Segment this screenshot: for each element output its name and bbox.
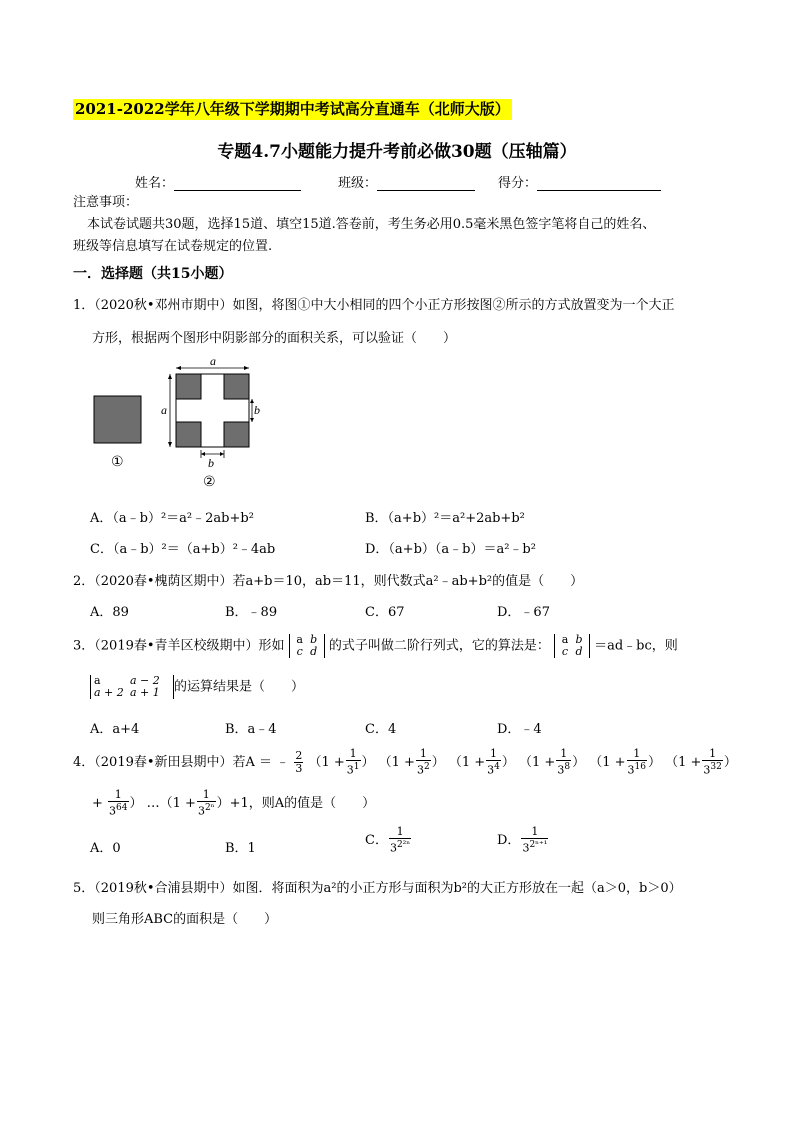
- q3-det-template: [289, 634, 325, 658]
- q4-prefix: 4．（2019春•新田县期中）若A ＝ ﹣: [73, 754, 290, 770]
- q3-det-rule: [554, 634, 590, 658]
- fig2-corner-br: [224, 422, 249, 447]
- q4-term-32: $\frac{1}{3^{32}}$: [703, 747, 722, 777]
- arrow-b-bottom-right: [220, 452, 224, 456]
- score-field: [498, 172, 661, 191]
- q3-stem-line2: [90, 675, 304, 699]
- fig2-corner-tr: [224, 374, 249, 399]
- q3-rule-d: d: [575, 645, 583, 658]
- q4-stem-line2: + $\frac{1}{3^{64}}$ ） …（1 + $\frac{1}{3^{2^n}}$ ）+1，则A的值是（ ）: [92, 788, 376, 818]
- fig1-label: ①: [111, 454, 124, 470]
- q2-option-a[interactable]: A．89: [90, 605, 129, 620]
- q3-m12: a − 2: [130, 674, 160, 687]
- name-field: [135, 172, 301, 191]
- arrow-b-bottom-left: [201, 452, 205, 456]
- label-b-right: b: [254, 403, 260, 417]
- notes-line-1: 本试卷试题共30题，选择15道、填空15道.答卷前，考生务必用0.5毫米黑色签字笔将自己的姓名、: [87, 217, 656, 232]
- q3-m22: a + 1: [130, 686, 160, 699]
- q3-det-b: b: [310, 633, 318, 646]
- q4-term-8: $\frac{1}{3^8}$: [557, 747, 571, 777]
- q5-stem-line2: 则三角形ABC的面积是（ ）: [92, 912, 278, 927]
- arrow-b-right-bottom: [250, 418, 254, 422]
- q2-option-c[interactable]: C．67: [365, 605, 405, 620]
- arrow-a-left-top: [168, 374, 172, 379]
- q1-figure: [84, 358, 284, 490]
- q3-rule-b: b: [575, 633, 583, 646]
- arrow-a-left-bottom: [168, 442, 172, 447]
- arrow-a-top-right: [244, 366, 249, 370]
- q3-det-a: a: [296, 633, 303, 646]
- q3-option-c[interactable]: C．4: [365, 722, 397, 737]
- q1-option-b[interactable]: B．（a+b）²＝a²+2ab+b²: [365, 511, 525, 526]
- q2-stem: 2．（2020春•槐荫区期中）若a+b＝10，ab＝11，则代数式a²﹣ab+b²的值是（ ）: [73, 574, 584, 589]
- q3-tail: 的运算结果是（ ）: [174, 679, 305, 695]
- q4-option-b[interactable]: B．1: [225, 841, 256, 856]
- score-label: 得分：: [498, 176, 538, 191]
- class-field: [338, 172, 475, 191]
- q4-option-a[interactable]: A．0: [90, 841, 121, 856]
- score-blank: [537, 177, 661, 191]
- q4-term-2: $\frac{1}{3^2}$: [416, 747, 430, 777]
- q4-stem-line1: 4．（2019春•新田县期中）若A ＝ ﹣ $\frac{2}{3}$ （1 + $\frac{1}{3^1}$ ） （1 + $\frac{1}{3^2}$ ） （1 + $\frac{1}{3^4}$ ） （1 + $\frac{1}{3^8}$ ） （1 + $\frac{1}{3^{16}}$ ） （1 + $\frac{1}{3^{32}}$ ）: [73, 747, 737, 777]
- section-heading: 一．选择题（共15小题）: [73, 266, 233, 282]
- q4-term-2n: $\frac{1}{3^{2^n}}$: [197, 788, 215, 818]
- q3-m11: a: [94, 674, 101, 687]
- name-blank: [174, 177, 301, 191]
- q4-option-d-frac: $\frac{1}{3^{2^{n+1}}}$: [522, 825, 548, 855]
- q1-option-a[interactable]: A．（a﹣b）²＝a²﹣2ab+b²: [90, 511, 254, 526]
- q3-stem-line1: [73, 634, 678, 658]
- q4-term-1: $\frac{1}{3^1}$: [346, 747, 360, 777]
- q3-suffix: ＝ad﹣bc，则: [594, 638, 678, 654]
- q4-option-c-frac: $\frac{1}{3^{2^{2n}}}$: [389, 825, 411, 855]
- fig2-corner-tl: [176, 374, 201, 399]
- q3-m21: a + 2: [94, 686, 124, 699]
- class-blank: [377, 177, 475, 191]
- notes-body: [73, 214, 737, 258]
- q2-option-d[interactable]: D．﹣67: [497, 605, 550, 620]
- q5-stem-line1: 5．（2019秋•合浦县期中）如图．将面积为a²的小正方形与面积为b²的大正方形放在一起（a＞0，b＞0）: [73, 881, 682, 896]
- class-label: 班级：: [338, 176, 378, 191]
- fig1-square: [94, 396, 141, 443]
- q3-matrix: [90, 675, 174, 699]
- q1-option-c[interactable]: C．（a﹣b）²＝（a+b）²﹣4ab: [90, 542, 276, 557]
- q3-rule-c: c: [561, 645, 569, 658]
- q1-stem-line2: 方形，根据两个图形中阴影部分的面积关系，可以验证（ ）: [92, 331, 457, 346]
- label-a-left: a: [161, 403, 167, 417]
- q1-option-d[interactable]: D．（a+b）（a﹣b）＝a²﹣b²: [365, 542, 536, 557]
- name-label: 姓名：: [135, 176, 175, 191]
- q3-rule-a: a: [561, 633, 569, 646]
- page-title: 专题4.7小题能力提升考前必做30题（压轴篇）: [217, 142, 577, 162]
- banner-header: 2021-2022学年八年级下学期期中考试高分直通车（北师大版）: [75, 100, 510, 118]
- fig2-label: ②: [203, 474, 216, 490]
- arrow-a-top-left: [176, 366, 181, 370]
- notes-heading: 注意事项：: [73, 195, 139, 210]
- q3-option-a[interactable]: A．a+4: [90, 722, 140, 737]
- q4-term-4: $\frac{1}{3^4}$: [487, 747, 500, 777]
- q3-det-d: d: [310, 645, 318, 658]
- q4-term-64: $\frac{1}{3^{64}}$: [109, 788, 128, 818]
- notes-line-2: 班级等信息填写在试卷规定的位置.: [73, 239, 273, 254]
- q3-middle: 的式子叫做二阶行列式，它的算法是：: [328, 638, 550, 654]
- q2-option-b[interactable]: B．﹣89: [225, 605, 278, 620]
- q4-option-c[interactable]: C． $\frac{1}{3^{2^{2n}}}$: [365, 825, 411, 855]
- q3-option-d[interactable]: D．﹣4: [497, 722, 542, 737]
- fig2-corner-bl: [176, 422, 201, 447]
- q3-det-c: c: [296, 645, 303, 658]
- q4-term-16: $\frac{1}{3^{16}}$: [627, 747, 646, 777]
- q3-option-b[interactable]: B．a﹣4: [225, 722, 277, 737]
- label-a-top: a: [210, 358, 216, 368]
- q4-option-d[interactable]: D． $\frac{1}{3^{2^{n+1}}}$: [497, 825, 548, 855]
- q3-prefix: 3．（2019春•青羊区校级期中）形如: [73, 638, 285, 654]
- q4-frac-two-thirds: $\frac{2}{3}$: [295, 748, 303, 775]
- label-b-bottom: b: [208, 456, 214, 470]
- q1-stem-line1: 1．（2020秋•邓州市期中）如图，将图①中大小相同的四个小正方形按图②所示的方式放置变为一个大正: [73, 298, 675, 313]
